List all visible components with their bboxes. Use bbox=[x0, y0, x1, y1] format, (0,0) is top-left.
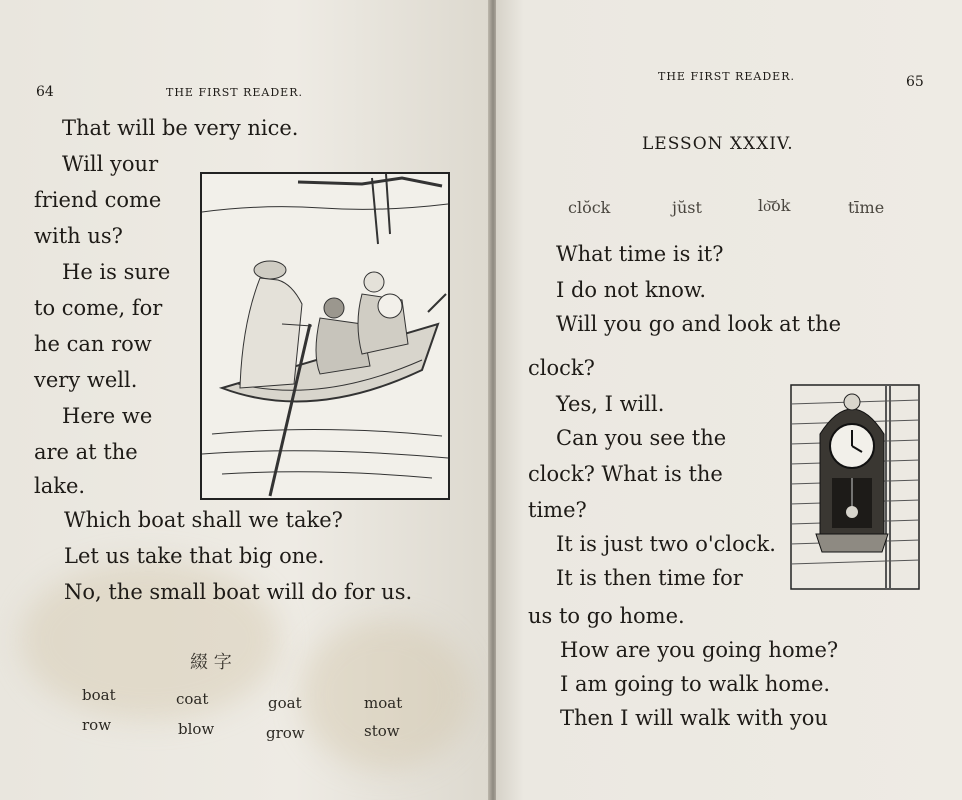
new-word: lo͝ok bbox=[758, 196, 791, 215]
text-line: very well. bbox=[34, 368, 138, 392]
new-word: jŭst bbox=[672, 198, 702, 217]
text-line: I am going to walk home. bbox=[560, 672, 831, 696]
text-line: Let us take that big one. bbox=[64, 544, 325, 568]
text-line: He is sure bbox=[62, 260, 171, 284]
left-page-number: 64 bbox=[36, 84, 54, 100]
boat-illustration bbox=[200, 172, 450, 500]
lesson-title: LESSON XXXIV. bbox=[642, 134, 794, 154]
spelling-word: stow bbox=[364, 722, 400, 740]
text-line: Which boat shall we take? bbox=[64, 508, 343, 532]
spelling-word: blow bbox=[178, 720, 215, 738]
spelling-word: goat bbox=[268, 694, 302, 712]
text-line: us to go home. bbox=[528, 604, 685, 628]
text-line: friend come bbox=[34, 188, 162, 212]
text-line: It is just two o'clock. bbox=[556, 532, 776, 556]
rowboat-picture bbox=[202, 174, 448, 498]
spelling-heading: 綴 字 bbox=[190, 652, 232, 673]
right-page-number: 65 bbox=[906, 74, 924, 90]
wall-clock-picture bbox=[790, 384, 920, 590]
left-running-head: THE FIRST READER. bbox=[166, 86, 303, 99]
text-line: Can you see the bbox=[556, 426, 727, 450]
text-line: What time is it? bbox=[556, 242, 724, 266]
text-line: No, the small boat will do for us. bbox=[64, 580, 413, 604]
text-line: lake. bbox=[34, 474, 86, 498]
spelling-word: boat bbox=[82, 686, 116, 704]
text-line: with us? bbox=[34, 224, 123, 248]
text-line: Will your bbox=[62, 152, 159, 176]
spelling-word: row bbox=[82, 716, 112, 734]
text-line: I do not know. bbox=[556, 278, 707, 302]
text-line: It is then time for bbox=[556, 566, 743, 590]
text-line: Will you go and look at the bbox=[556, 312, 842, 336]
new-word: clŏck bbox=[568, 198, 611, 217]
spelling-word: moat bbox=[364, 694, 403, 712]
clock-illustration bbox=[790, 384, 920, 590]
text-line: he can row bbox=[34, 332, 152, 356]
text-line: Here we bbox=[62, 404, 153, 428]
text-line: Then I will walk with you bbox=[560, 706, 828, 730]
text-line: to come, for bbox=[34, 296, 163, 320]
right-running-head: THE FIRST READER. bbox=[658, 70, 795, 83]
spelling-word: grow bbox=[266, 724, 305, 742]
text-line: How are you going home? bbox=[560, 638, 839, 662]
text-line: That will be very nice. bbox=[62, 116, 299, 140]
text-line: Yes, I will. bbox=[556, 392, 665, 416]
spelling-word: coat bbox=[176, 690, 209, 708]
text-line: clock? bbox=[528, 356, 595, 380]
new-word: tīme bbox=[848, 198, 885, 217]
right-page bbox=[496, 0, 962, 800]
text-line: time? bbox=[528, 498, 587, 522]
text-line: clock? What is the bbox=[528, 462, 723, 486]
text-line: are at the bbox=[34, 440, 138, 464]
